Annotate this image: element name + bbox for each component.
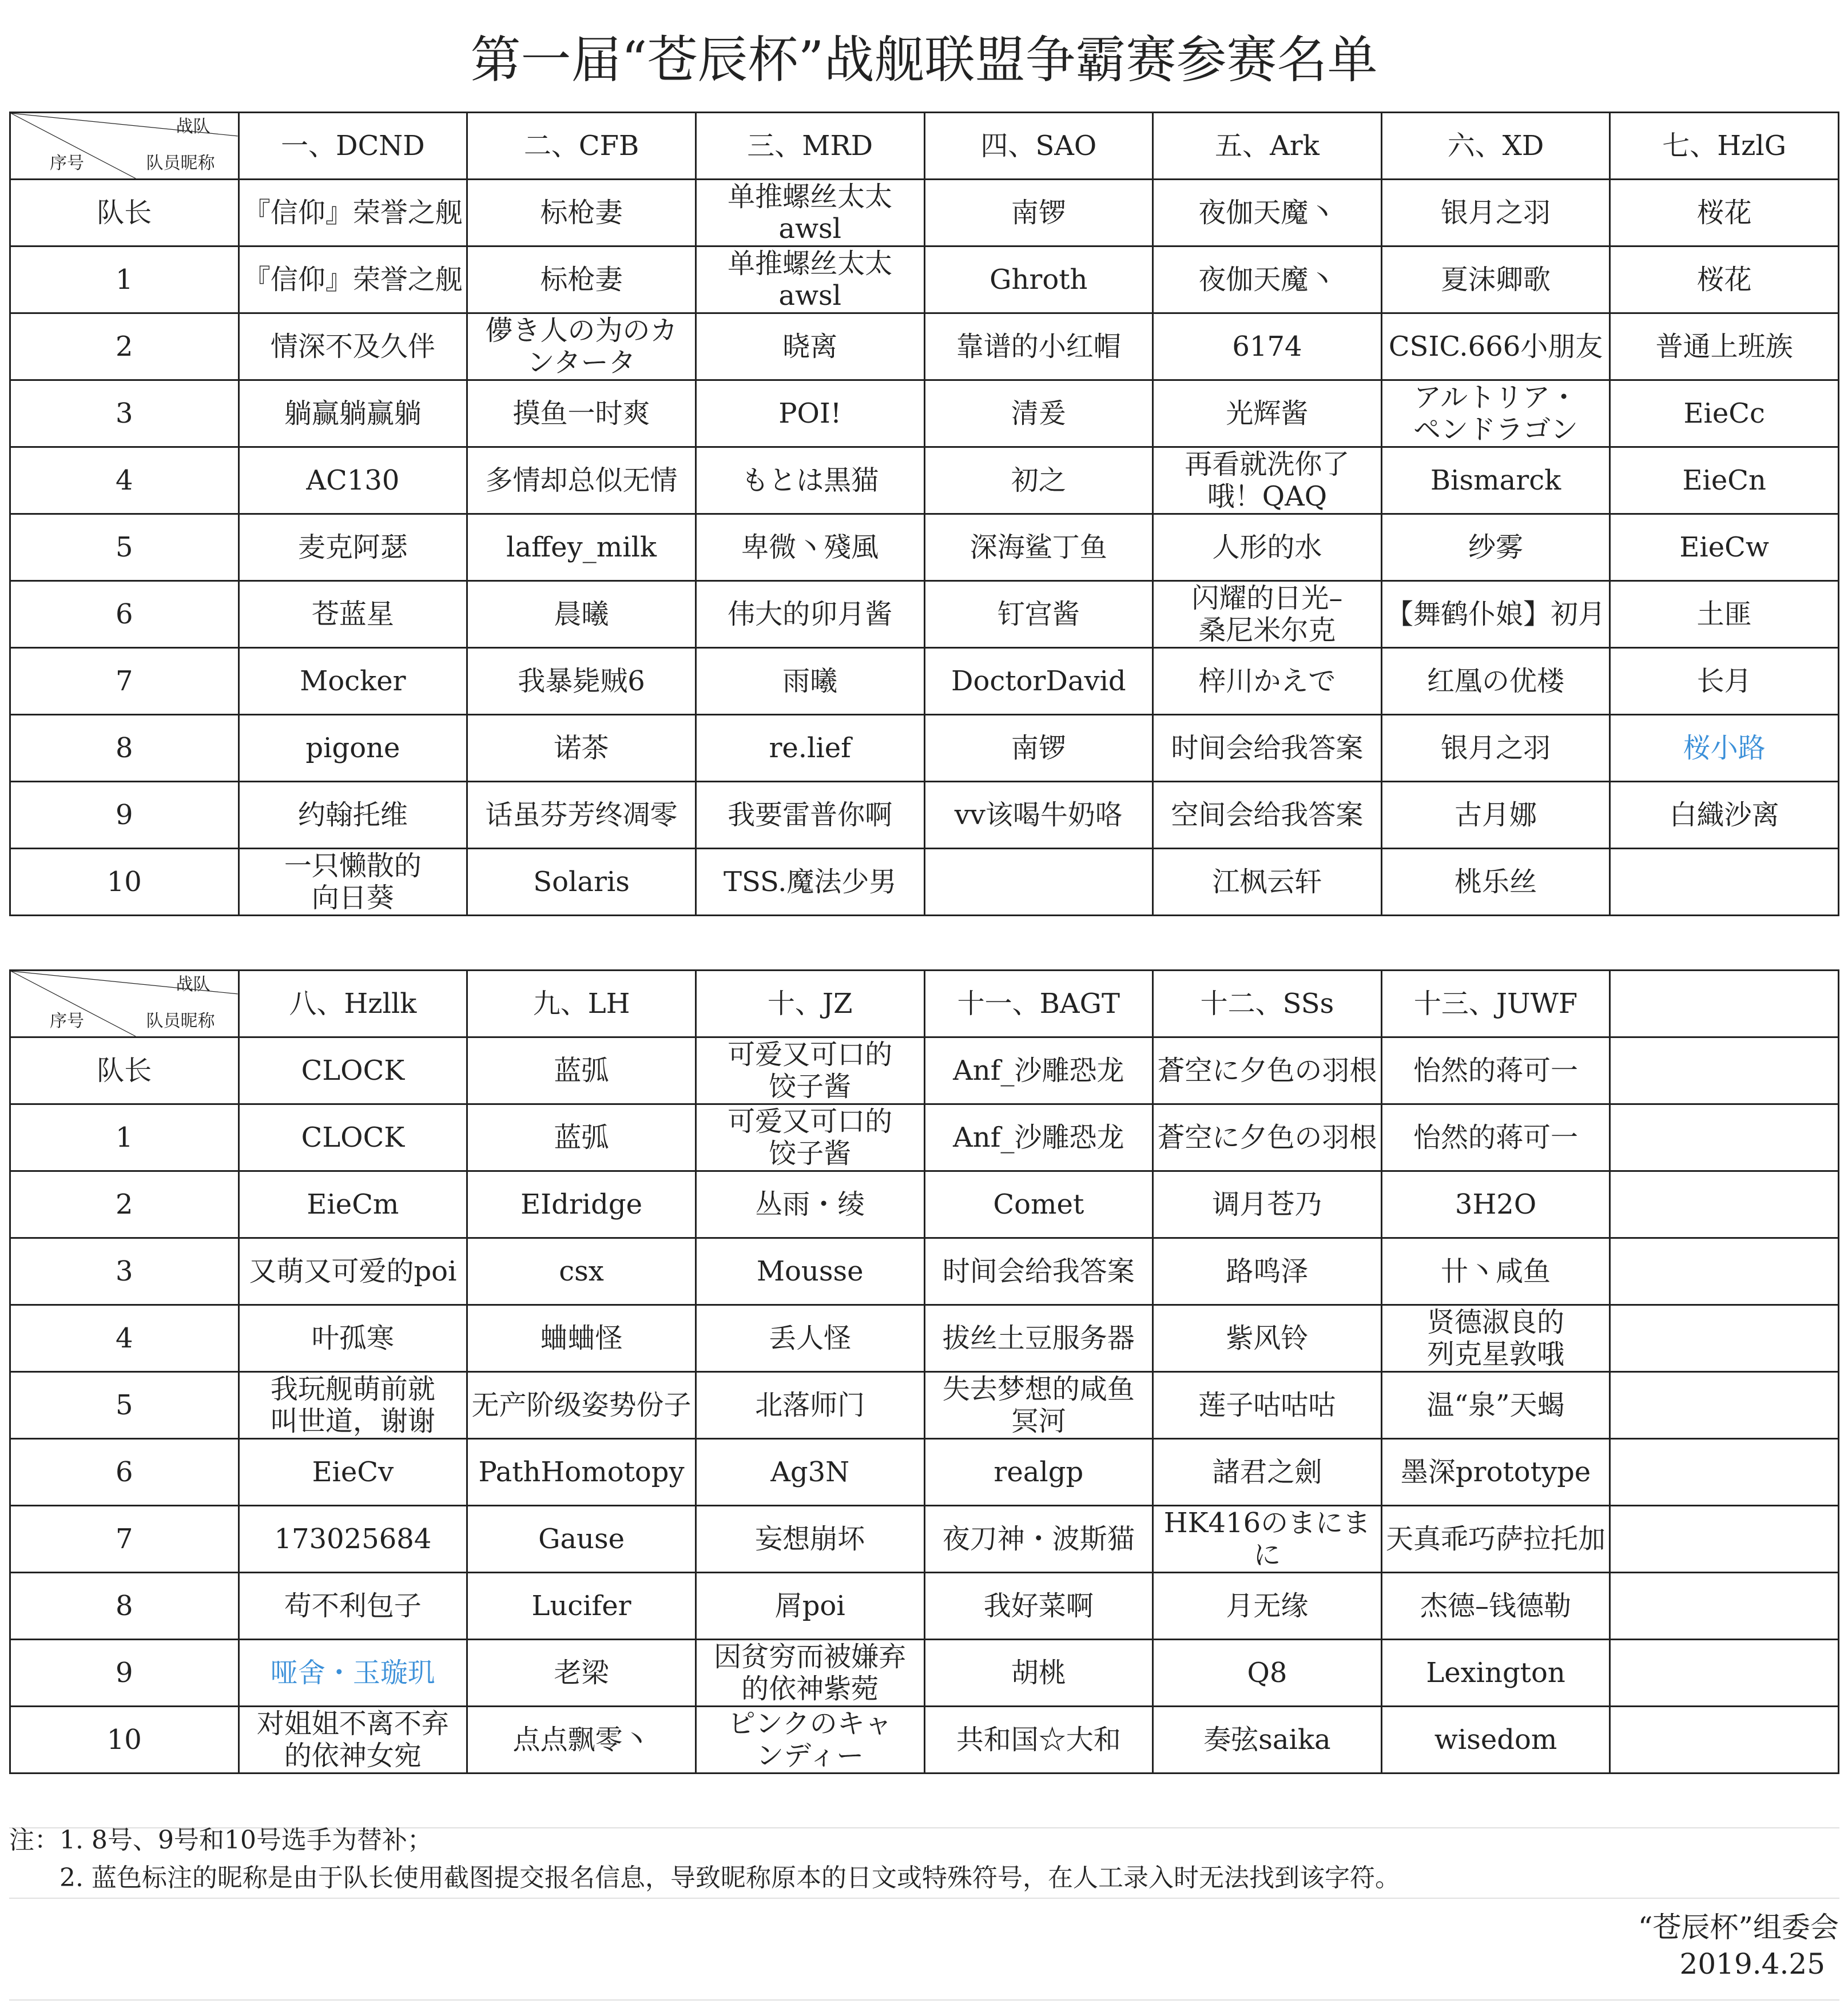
player-name-cell: 夜刀神・波斯猫 [924,1506,1153,1573]
player-name-cell: Gause [467,1506,696,1573]
player-name-cell: Q8 [1153,1640,1382,1707]
player-name-cell: 夜伽天魔丶 [1153,180,1382,246]
divider [9,1999,1839,2001]
player-name-cell: 夜伽天魔丶 [1153,246,1382,313]
player-name-cell [1610,1305,1839,1372]
player-name-cell: 钉宫酱 [924,581,1153,648]
player-name-cell: 南锣 [924,180,1153,246]
row-label: 1 [10,1104,239,1171]
team-header: 三、MRD [696,113,924,180]
team-header: 八、Hzllk [239,971,467,1037]
player-name-cell: 躺赢躺赢躺 [239,380,467,447]
team-header [1610,971,1839,1037]
row-label: 2 [10,313,239,380]
player-name-cell: 丢人怪 [696,1305,924,1372]
player-name-cell: 『信仰』荣誉之舰 [239,246,467,313]
player-name-cell: 天真乖巧萨拉托加 [1381,1506,1610,1573]
table-row [10,447,1839,514]
player-name-cell: 桜花 [1610,246,1839,313]
player-name-cell: Solaris [467,849,696,916]
player-name-cell: 约翰托维 [239,782,467,849]
player-name-cell: EieCc [1610,380,1839,447]
player-name-cell: 墨深prototype [1381,1439,1610,1506]
player-name-cell: 单推螺丝太太awsl [696,180,924,246]
row-label: 4 [10,447,239,514]
row-label: 队长 [10,1037,239,1104]
player-name-cell: 苟不利包子 [239,1573,467,1640]
player-name-cell: 无产阶级姿势份子 [467,1372,696,1439]
team-header: 九、LH [467,971,696,1037]
table-row [10,849,1839,916]
player-name-cell [1610,1506,1839,1573]
player-name-cell: 【舞鹤仆娘】初月 [1381,581,1610,648]
team-header: 二、CFB [467,113,696,180]
player-name-cell: 『信仰』荣誉之舰 [239,180,467,246]
player-name-cell: 多情却总似无情 [467,447,696,514]
player-name-cell: 长月 [1610,648,1839,715]
player-name-cell: 晓离 [696,313,924,380]
player-name-cell: 清爰 [924,380,1153,447]
table-row [10,380,1839,447]
player-name-cell: Anf_沙雕恐龙 [924,1037,1153,1104]
player-name-cell: Bismarck [1381,447,1610,514]
table-row [10,1372,1839,1439]
player-name-cell: 杰德–钱德勒 [1381,1573,1610,1640]
table-row [10,1104,1839,1171]
player-name-cell: 可爱又可口的 饺子酱 [696,1104,924,1171]
table-row [10,246,1839,313]
header-row [10,971,1839,1037]
player-name-cell [1610,1707,1839,1774]
row-label: 1 [10,246,239,313]
player-name-cell: 卑微丶殘風 [696,514,924,581]
player-name-cell: 紫风铃 [1153,1305,1382,1372]
player-name-cell: 因贫穷而被嫌弃 的依神紫菀 [696,1640,924,1707]
player-name-cell: 共和国☆大和 [924,1707,1153,1774]
player-name-cell: 蒼空に夕色の羽根 [1153,1104,1382,1171]
player-name-cell: 蒼空に夕色の羽根 [1153,1037,1382,1104]
table-row [10,1439,1839,1506]
player-name-cell: 173025684 [239,1506,467,1573]
row-label: 10 [10,849,239,916]
committee-signature: “苍辰杯”组委会 [1638,1911,1839,1944]
player-name-cell: DoctorDavid [924,648,1153,715]
corner-label-team: 战队 [176,117,210,137]
player-name-cell: wisedom [1381,1707,1610,1774]
player-name-cell: 苍蓝星 [239,581,467,648]
player-name-cell: 6174 [1153,313,1382,380]
table-row [10,581,1839,648]
player-name-cell: Ag3N [696,1439,924,1506]
team-header: 十一、BAGT [924,971,1153,1037]
corner-label-team: 战队 [176,975,210,995]
player-name-cell: 桜小路 [1610,715,1839,782]
row-label: 2 [10,1171,239,1238]
team-header: 四、SAO [924,113,1153,180]
player-name-cell: 路鸣泽 [1153,1238,1382,1305]
corner-header-cell [10,971,239,1037]
player-name-cell: 话虽芬芳终凋零 [467,782,696,849]
row-label: 8 [10,1573,239,1640]
corner-label-member: 队员昵称 [146,1011,215,1031]
player-name-cell: realgp [924,1439,1153,1506]
player-name-cell: 时间会给我答案 [1153,715,1382,782]
table-row [10,1037,1839,1104]
player-name-cell: csx [467,1238,696,1305]
player-name-cell: 光辉酱 [1153,380,1382,447]
player-name-cell: AC130 [239,447,467,514]
player-name-cell: 点点飘零丶 [467,1707,696,1774]
player-name-cell: 伟大的卯月酱 [696,581,924,648]
roster-table-2 [9,969,1839,1774]
row-label: 10 [10,1707,239,1774]
player-name-cell: HK416のまにまに [1153,1506,1382,1573]
player-name-cell: 莲子咕咕咕 [1153,1372,1382,1439]
row-label: 队长 [10,180,239,246]
player-name-cell: 卄丶咸鱼 [1381,1238,1610,1305]
player-name-cell: TSS.魔法少男 [696,849,924,916]
player-name-cell: Anf_沙雕恐龙 [924,1104,1153,1171]
table-row [10,1707,1839,1774]
row-label: 4 [10,1305,239,1372]
team-header: 五、Ark [1153,113,1382,180]
player-name-cell: Mocker [239,648,467,715]
player-name-cell: 桃乐丝 [1381,849,1610,916]
player-name-cell: 雨曦 [696,648,924,715]
player-name-cell: 我要雷普你啊 [696,782,924,849]
player-name-cell: CLOCK [239,1104,467,1171]
row-label: 5 [10,514,239,581]
player-name-cell [1610,1640,1839,1707]
player-name-cell: PathHomotopy [467,1439,696,1506]
player-name-cell: re.lief [696,715,924,782]
player-name-cell: 又萌又可爱的poi [239,1238,467,1305]
player-name-cell: 桜花 [1610,180,1839,246]
player-name-cell: Mousse [696,1238,924,1305]
player-name-cell: 标枪妻 [467,180,696,246]
header-row [10,113,1839,180]
player-name-cell: 失去梦想的咸鱼 冥河 [924,1372,1153,1439]
player-name-cell: 靠谱的小红帽 [924,313,1153,380]
player-name-cell: 夏沫卿歌 [1381,246,1610,313]
player-name-cell: もとは黒猫 [696,447,924,514]
player-name-cell: 江枫云轩 [1153,849,1382,916]
player-name-cell: 情深不及久伴 [239,313,467,380]
player-name-cell: 蓝弧 [467,1104,696,1171]
player-name-cell: アルトリア・ ペンドラゴン [1381,380,1610,447]
player-name-cell: 可爱又可口的 饺子酱 [696,1037,924,1104]
corner-label-seq: 序号 [50,153,84,173]
team-header: 十三、JUWF [1381,971,1610,1037]
player-name-cell [1610,1104,1839,1171]
player-name-cell: CLOCK [239,1037,467,1104]
player-name-cell: 南锣 [924,715,1153,782]
player-name-cell: 儚き人の为のカ ンタータ [467,313,696,380]
player-name-cell: pigone [239,715,467,782]
player-name-cell: 月无缘 [1153,1573,1382,1640]
player-name-cell: 奏弦saika [1153,1707,1382,1774]
row-label: 8 [10,715,239,782]
table-row [10,1305,1839,1372]
team-header: 一、DCND [239,113,467,180]
player-name-cell: ピンクのキャ ンディー [696,1707,924,1774]
corner-header-cell [10,113,239,180]
table-row [10,648,1839,715]
row-label: 6 [10,1439,239,1506]
player-name-cell: 拔丝土豆服务器 [924,1305,1153,1372]
player-name-cell: Comet [924,1171,1153,1238]
row-label: 3 [10,1238,239,1305]
player-name-cell: 纱雾 [1381,514,1610,581]
player-name-cell: laffey_milk [467,514,696,581]
player-name-cell: 银月之羽 [1381,180,1610,246]
player-name-cell: 普通上班族 [1610,313,1839,380]
player-name-cell: EieCw [1610,514,1839,581]
player-name-cell: Lexington [1381,1640,1610,1707]
table-row [10,715,1839,782]
player-name-cell: 诺茶 [467,715,696,782]
player-name-cell: 3H2O [1381,1171,1610,1238]
page-title: 第一届“苍辰杯”战舰联盟争霸赛参赛名单 [470,30,1378,89]
player-name-cell: 闪耀的日光– 桑尼米尔克 [1153,581,1382,648]
player-name-cell: Lucifer [467,1573,696,1640]
row-label: 6 [10,581,239,648]
player-name-cell: EieCm [239,1171,467,1238]
player-name-cell: 温“泉”天蝎 [1381,1372,1610,1439]
corner-label-member: 队员昵称 [146,153,215,173]
note-line-1: 注：1. 8号、9号和10号选手为替补； [9,1826,432,1855]
corner-label-seq: 序号 [50,1011,84,1031]
team-header: 十二、SSs [1153,971,1382,1037]
player-name-cell: 我暴毙贼6 [467,648,696,715]
player-name-cell [1610,1439,1839,1506]
player-name-cell: 蓝弧 [467,1037,696,1104]
player-name-cell: EieCn [1610,447,1839,514]
player-name-cell [1610,1372,1839,1439]
table-row [10,313,1839,380]
row-label: 5 [10,1372,239,1439]
player-name-cell: Ghroth [924,246,1153,313]
document-date: 2019.4.25 [1679,1947,1825,1981]
notes [9,1822,1400,1897]
player-name-cell: 老梁 [467,1640,696,1707]
player-name-cell [1610,1238,1839,1305]
row-label: 7 [10,648,239,715]
player-name-cell: 摸鱼一时爽 [467,380,696,447]
player-name-cell: 怡然的蒋可一 [1381,1037,1610,1104]
player-name-cell: 妄想崩坏 [696,1506,924,1573]
player-name-cell [1610,1573,1839,1640]
player-name-cell: 银月之羽 [1381,715,1610,782]
player-name-cell: 蛐蛐怪 [467,1305,696,1372]
team-header: 十、JZ [696,971,924,1037]
player-name-cell: 空间会给我答案 [1153,782,1382,849]
player-name-cell: POI! [696,380,924,447]
player-name-cell: 初之 [924,447,1153,514]
note-line-2: 2. 蓝色标注的昵称是由于队长使用截图提交报名信息，导致昵称原本的日文或特殊符号，在人工录入时无法找到该字符。 [59,1863,1400,1892]
player-name-cell [924,849,1153,916]
divider [9,1898,1839,1899]
player-name-cell: 对姐姐不离不弃 的依神女宛 [239,1707,467,1774]
player-name-cell: EieCv [239,1439,467,1506]
player-name-cell: 屑poi [696,1573,924,1640]
player-name-cell: 怡然的蒋可一 [1381,1104,1610,1171]
row-label: 9 [10,1640,239,1707]
player-name-cell: 单推螺丝太太awsl [696,246,924,313]
player-name-cell: 再看就洗你了 哦！QAQ [1153,447,1382,514]
table-row [10,180,1839,246]
player-name-cell: 梓川かえで [1153,648,1382,715]
player-name-cell: 红凰の优楼 [1381,648,1610,715]
team-header: 七、HzlG [1610,113,1839,180]
player-name-cell: 白織沙离 [1610,782,1839,849]
player-name-cell [1610,1171,1839,1238]
roster-table-1 [9,112,1839,916]
row-label: 3 [10,380,239,447]
player-name-cell: 人形的水 [1153,514,1382,581]
team-header: 六、XD [1381,113,1610,180]
player-name-cell: 土匪 [1610,581,1839,648]
table-row [10,1640,1839,1707]
player-name-cell: 调月苍乃 [1153,1171,1382,1238]
row-label: 7 [10,1506,239,1573]
player-name-cell [1610,1037,1839,1104]
player-name-cell: 时间会给我答案 [924,1238,1153,1305]
player-name-cell: vv该喝牛奶咯 [924,782,1153,849]
player-name-cell: 麦克阿瑟 [239,514,467,581]
player-name-cell: 晨曦 [467,581,696,648]
table-row [10,514,1839,581]
player-name-cell: 深海鲨丁鱼 [924,514,1153,581]
player-name-cell: 胡桃 [924,1640,1153,1707]
player-name-cell: 叶孤寒 [239,1305,467,1372]
player-name-cell: CSIC.666小朋友 [1381,313,1610,380]
player-name-cell: 贤德淑良的 列克星敦哦 [1381,1305,1610,1372]
player-name-cell [1610,849,1839,916]
player-name-cell: 古月娜 [1381,782,1610,849]
player-name-cell: 諸君之劍 [1153,1439,1382,1506]
table-row [10,1573,1839,1640]
player-name-cell: 丛雨・绫 [696,1171,924,1238]
table-row [10,1171,1839,1238]
player-name-cell: EIdridge [467,1171,696,1238]
player-name-cell: 我好菜啊 [924,1573,1153,1640]
table-row [10,1506,1839,1573]
player-name-cell: 标枪妻 [467,246,696,313]
table-row [10,1238,1839,1305]
player-name-cell: 一只懒散的 向日葵 [239,849,467,916]
player-name-cell: 我玩舰萌前就 叫世道，谢谢 [239,1372,467,1439]
player-name-cell: 北落师门 [696,1372,924,1439]
table-row [10,782,1839,849]
player-name-cell: 哑舍・玉璇玑 [239,1640,467,1707]
row-label: 9 [10,782,239,849]
